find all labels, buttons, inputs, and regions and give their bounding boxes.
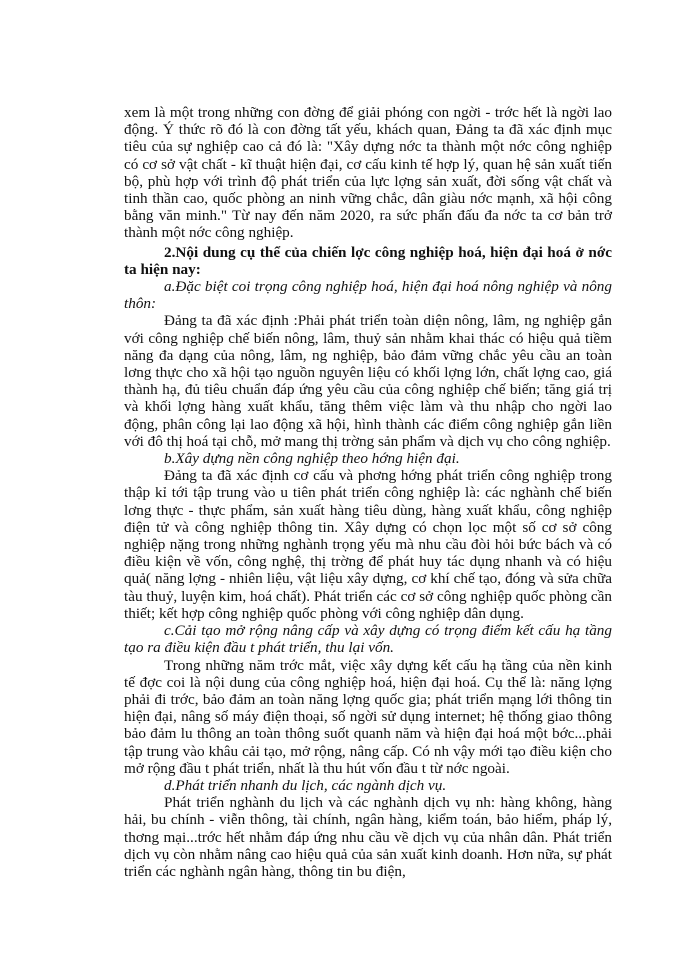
subsection-a-body: Đảng ta đã xác định :Phải phát triển toàn diện nông, lâm, ng nghiệp gắn với công nghiệp chế biến nông, lâm, thuỷ sản nhằm khai thác có hiệu quả tiềm năng đa dạng của nông, lâm, ng nghiệp, bảo đảm vững chắc yêu cầu an toàn lơng thực cho xã hội tạo nguồn nguyên liệu có khối lợng lớn, chất lợng cao, giá thành hạ, đủ tiêu chuẩn đáp ứng yêu cầu của công nghiệp chế biến; tăng giá trị và khối lợng hàng xuất khẩu, tăng thêm việc làm và thu nhập cho ngời lao động, phân công lại lao động xã hội, hình thành các điểm công nghiệp gắn liền với đô thị hoá tại chỗ, mở mang thị trờng sản phẩm và dịch vụ cho công nghiệp.: [124, 312, 612, 450]
subsection-b-body: Đảng ta đã xác định cơ cấu và phơng hớng phát triển công nghiệp trong thập kỉ tới tập trung vào u tiên phát triển công nghiệp là: các nghành chế biến lơng thực - thực phẩm, sản xuất hàng tiêu dùng, hàng xuất khẩu, công nghiệp điện tử và công nghiệp thông tin. Xây dựng có chọn lọc một số cơ sở công nghiệp nặng trong những nghành trọng yếu mà nhu cầu đòi hỏi bức bách và có điều kiện về vốn, công nghệ, thị trờng để phát huy tác dụng nhanh và có hiệu quả( năng lợng - nhiên liệu, vật liệu xây dựng, cơ khí chế tạo, đóng và sửa chữa tàu thuỷ, luyện kim, hoá chất). Phát triển các cơ sở công nghiệp quốc phòng cần thiết; kết hợp công nghiệp quốc phòng với công nghiệp dân dụng.: [124, 467, 612, 622]
subsection-c-title: c.Cải tạo mở rộng nâng cấp và xây dựng có trọng điểm kết cấu hạ tầng tạo ra điều kiện đầu t phát triển, thu lại vốn.: [124, 622, 612, 657]
subsection-a-title: a.Đặc biệt coi trọng công nghiệp hoá, hiện đại hoá nông nghiệp và nông thôn:: [124, 278, 612, 313]
section-heading: 2.Nội dung cụ thể của chiến lợc công nghiệp hoá, hiện đại hoá ở nớc ta hiện nay:: [124, 243, 612, 278]
intro-paragraph: xem là một trong những con đờng để giải phóng con ngời - trớc hết là ngời lao động. Ý thức rõ đó là con đờng tất yếu, khách quan, Đảng ta đã xác định mục tiêu của sự nghiệp cao cả đó là: "Xây dựng nớc ta thành một nớc công nghiệp có cơ sở vật chất - kĩ thuật hiện đại, cơ cấu kinh tế hợp lý, quan hệ sản xuất tiến bộ, phù hợp với trình độ phát triển của lực lợng sản xuất, đời sống vật chất và tinh thần cao, quốc phòng an ninh vững chắc, dân giàu nớc mạnh, xã hội công bằng văn minh." Từ nay đến năm 2020, ra sức phấn đấu đa nớc ta cơ bản trở thành một nớc công nghiệp.: [124, 104, 612, 242]
document-page: [124, 104, 612, 880]
subsection-d-body: Phát triển nghành du lịch và các nghành dịch vụ nh: hàng không, hàng hải, bu chính - viễn thông, tài chính, ngân hàng, kiểm toán, bảo hiểm, pháp lý, thơng mại...trớc hết nhằm đáp ứng nhu cầu về dịch vụ của nhân dân. Phát triển dịch vụ còn nhằm nâng cao hiệu quả của sản xuất kinh doanh. Hơn nữa, sự phát triển các nghành ngân hàng, thông tin bu điện,: [124, 794, 612, 880]
subsection-d-title: d.Phát triển nhanh du lịch, các ngành dịch vụ.: [164, 776, 447, 794]
subsection-b-title: b.Xây dựng nền công nghiệp theo hớng hiện đại.: [164, 450, 460, 468]
subsection-c-body: Trong những năm trớc mắt, việc xây dựng kết cấu hạ tầng của nền kinh tế đợc coi là nội dung của công nghiệp hoá, hiện đại hoá. Cụ thể là: năng lợng phải đi trớc, bảo đảm an toàn năng lợng quốc gia; phát triển mạng lới thông tin hiện đại, nâng số máy điện thoại, số ngời sử dụng internet; hệ thống giao thông bảo đảm lu thông an toàn thông suốt quanh năm và hiện đại hoá một bớc...phải tập trung vào khâu cải tạo, mở rộng, nâng cấp. Có nh vậy mới tạo điều kiện cho mở rộng đầu t phát triển, nhất là thu hút vốn đầu t từ nớc ngoài.: [124, 656, 612, 777]
